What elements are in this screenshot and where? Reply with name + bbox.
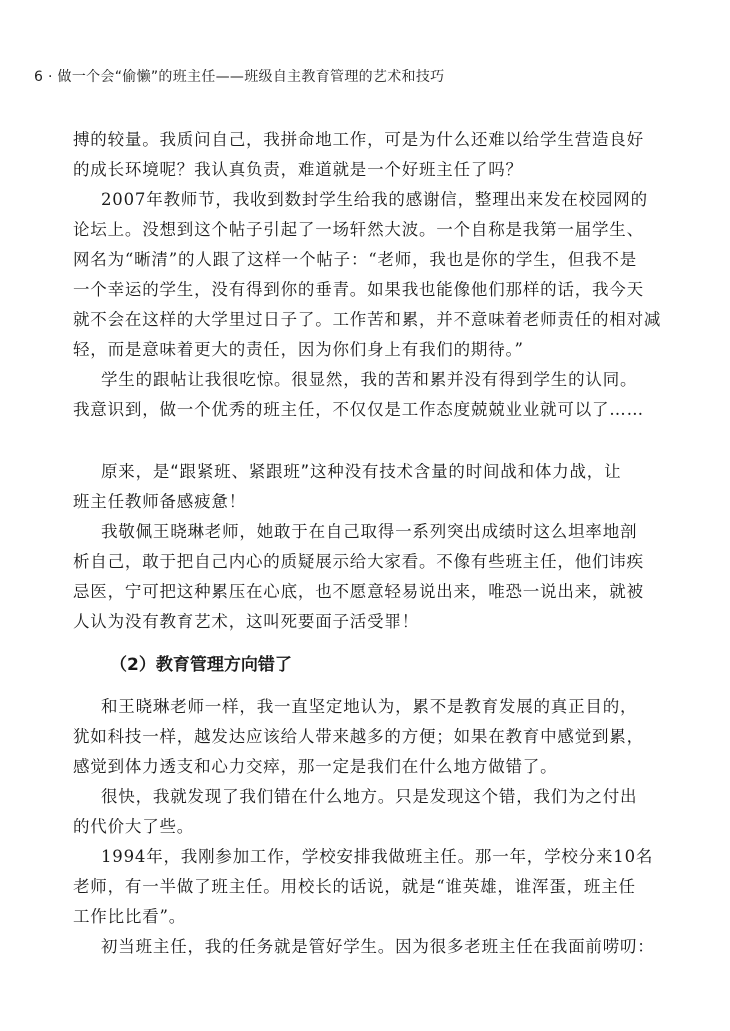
- text-line: 1994年，我刚参加工作，学校安排我做班主任。那一年，学校分来10名: [101, 847, 654, 866]
- text-line: 轻，而是意味着更大的责任，因为你们身上有我们的期待。”: [73, 340, 524, 359]
- text-line: 论坛上。没想到这个帖子引起了一场轩然大波。一个自称是我第一届学生、: [73, 220, 644, 239]
- section-heading: （2）教育管理方向错了: [110, 655, 292, 675]
- text-line: 忌医，宁可把这种累压在心底，也不愿意轻易说出来，唯恐一说出来，就被: [73, 582, 644, 601]
- book-title: 做一个会“偷懒”的班主任——班级自主教育管理的艺术和技巧: [57, 69, 445, 85]
- text-line: 原来，是“跟紧班、紧跟班”这种没有技术含量的时间战和体力战，让: [101, 462, 622, 481]
- text-line: 感觉到体力透支和心力交瘁，那一定是我们在什么地方做错了。: [73, 757, 558, 776]
- text-line: 的代价大了些。: [73, 817, 195, 836]
- text-line: 班主任教师备感疲惫！: [73, 492, 246, 511]
- text-line: 人认为没有教育艺术，这叫死要面子活受罪！: [73, 612, 419, 631]
- running-header: [34, 66, 444, 86]
- text-line: 很快，我就发现了我们错在什么地方。只是发现这个错，我们为之付出: [101, 787, 638, 806]
- text-line: 一个幸运的学生，没有得到你的垂青。如果我也能像他们那样的话，我今天: [73, 280, 644, 299]
- text-line: 2007年教师节，我收到数封学生给我的感谢信，整理出来发在校园网的: [101, 190, 648, 209]
- text-line: 搏的较量。我质问自己，我拼命地工作，可是为什么还难以给学生营造良好: [73, 130, 644, 149]
- text-line: 犹如科技一样，越发达应该给人带来越多的方便；如果在教育中感觉到累，: [73, 727, 644, 746]
- text-line: 初当班主任，我的任务就是管好学生。因为很多老班主任在我面前唠叨：: [101, 937, 655, 956]
- text-line: 我敬佩王晓琳老师，她敢于在自己取得一系列突出成绩时这么坦率地剖: [101, 522, 638, 541]
- text-line: 学生的跟帖让我很吃惊。很显然，我的苦和累并没有得到学生的认同。: [101, 370, 638, 389]
- text-line: 就不会在这样的大学里过日子了。工作苦和累，并不意味着老师责任的相对减: [73, 310, 662, 329]
- text-line: 的成长环境呢？我认真负责，难道就是一个好班主任了吗？: [73, 160, 523, 179]
- text-line: 工作比比看”。: [73, 907, 187, 926]
- page-number: 6: [34, 69, 44, 85]
- text-line: 网名为“晰清”的人跟了这样一个帖子：“老师，我也是你的学生，但我不是: [73, 250, 638, 269]
- text-line: 析自己，敢于把自己内心的质疑展示给大家看。不像有些班主任，他们讳疾: [73, 552, 644, 571]
- header-separator: ·: [47, 69, 53, 85]
- text-line: 老师，有一半做了班主任。用校长的话说，就是“谁英雄，谁浑蛋，班主任: [73, 877, 636, 896]
- text-line: 和王晓琳老师一样，我一直坚定地认为，累不是教育发展的真正目的，: [101, 697, 638, 716]
- text-line: 我意识到，做一个优秀的班主任，不仅仅是工作态度兢兢业业就可以了……: [73, 400, 644, 419]
